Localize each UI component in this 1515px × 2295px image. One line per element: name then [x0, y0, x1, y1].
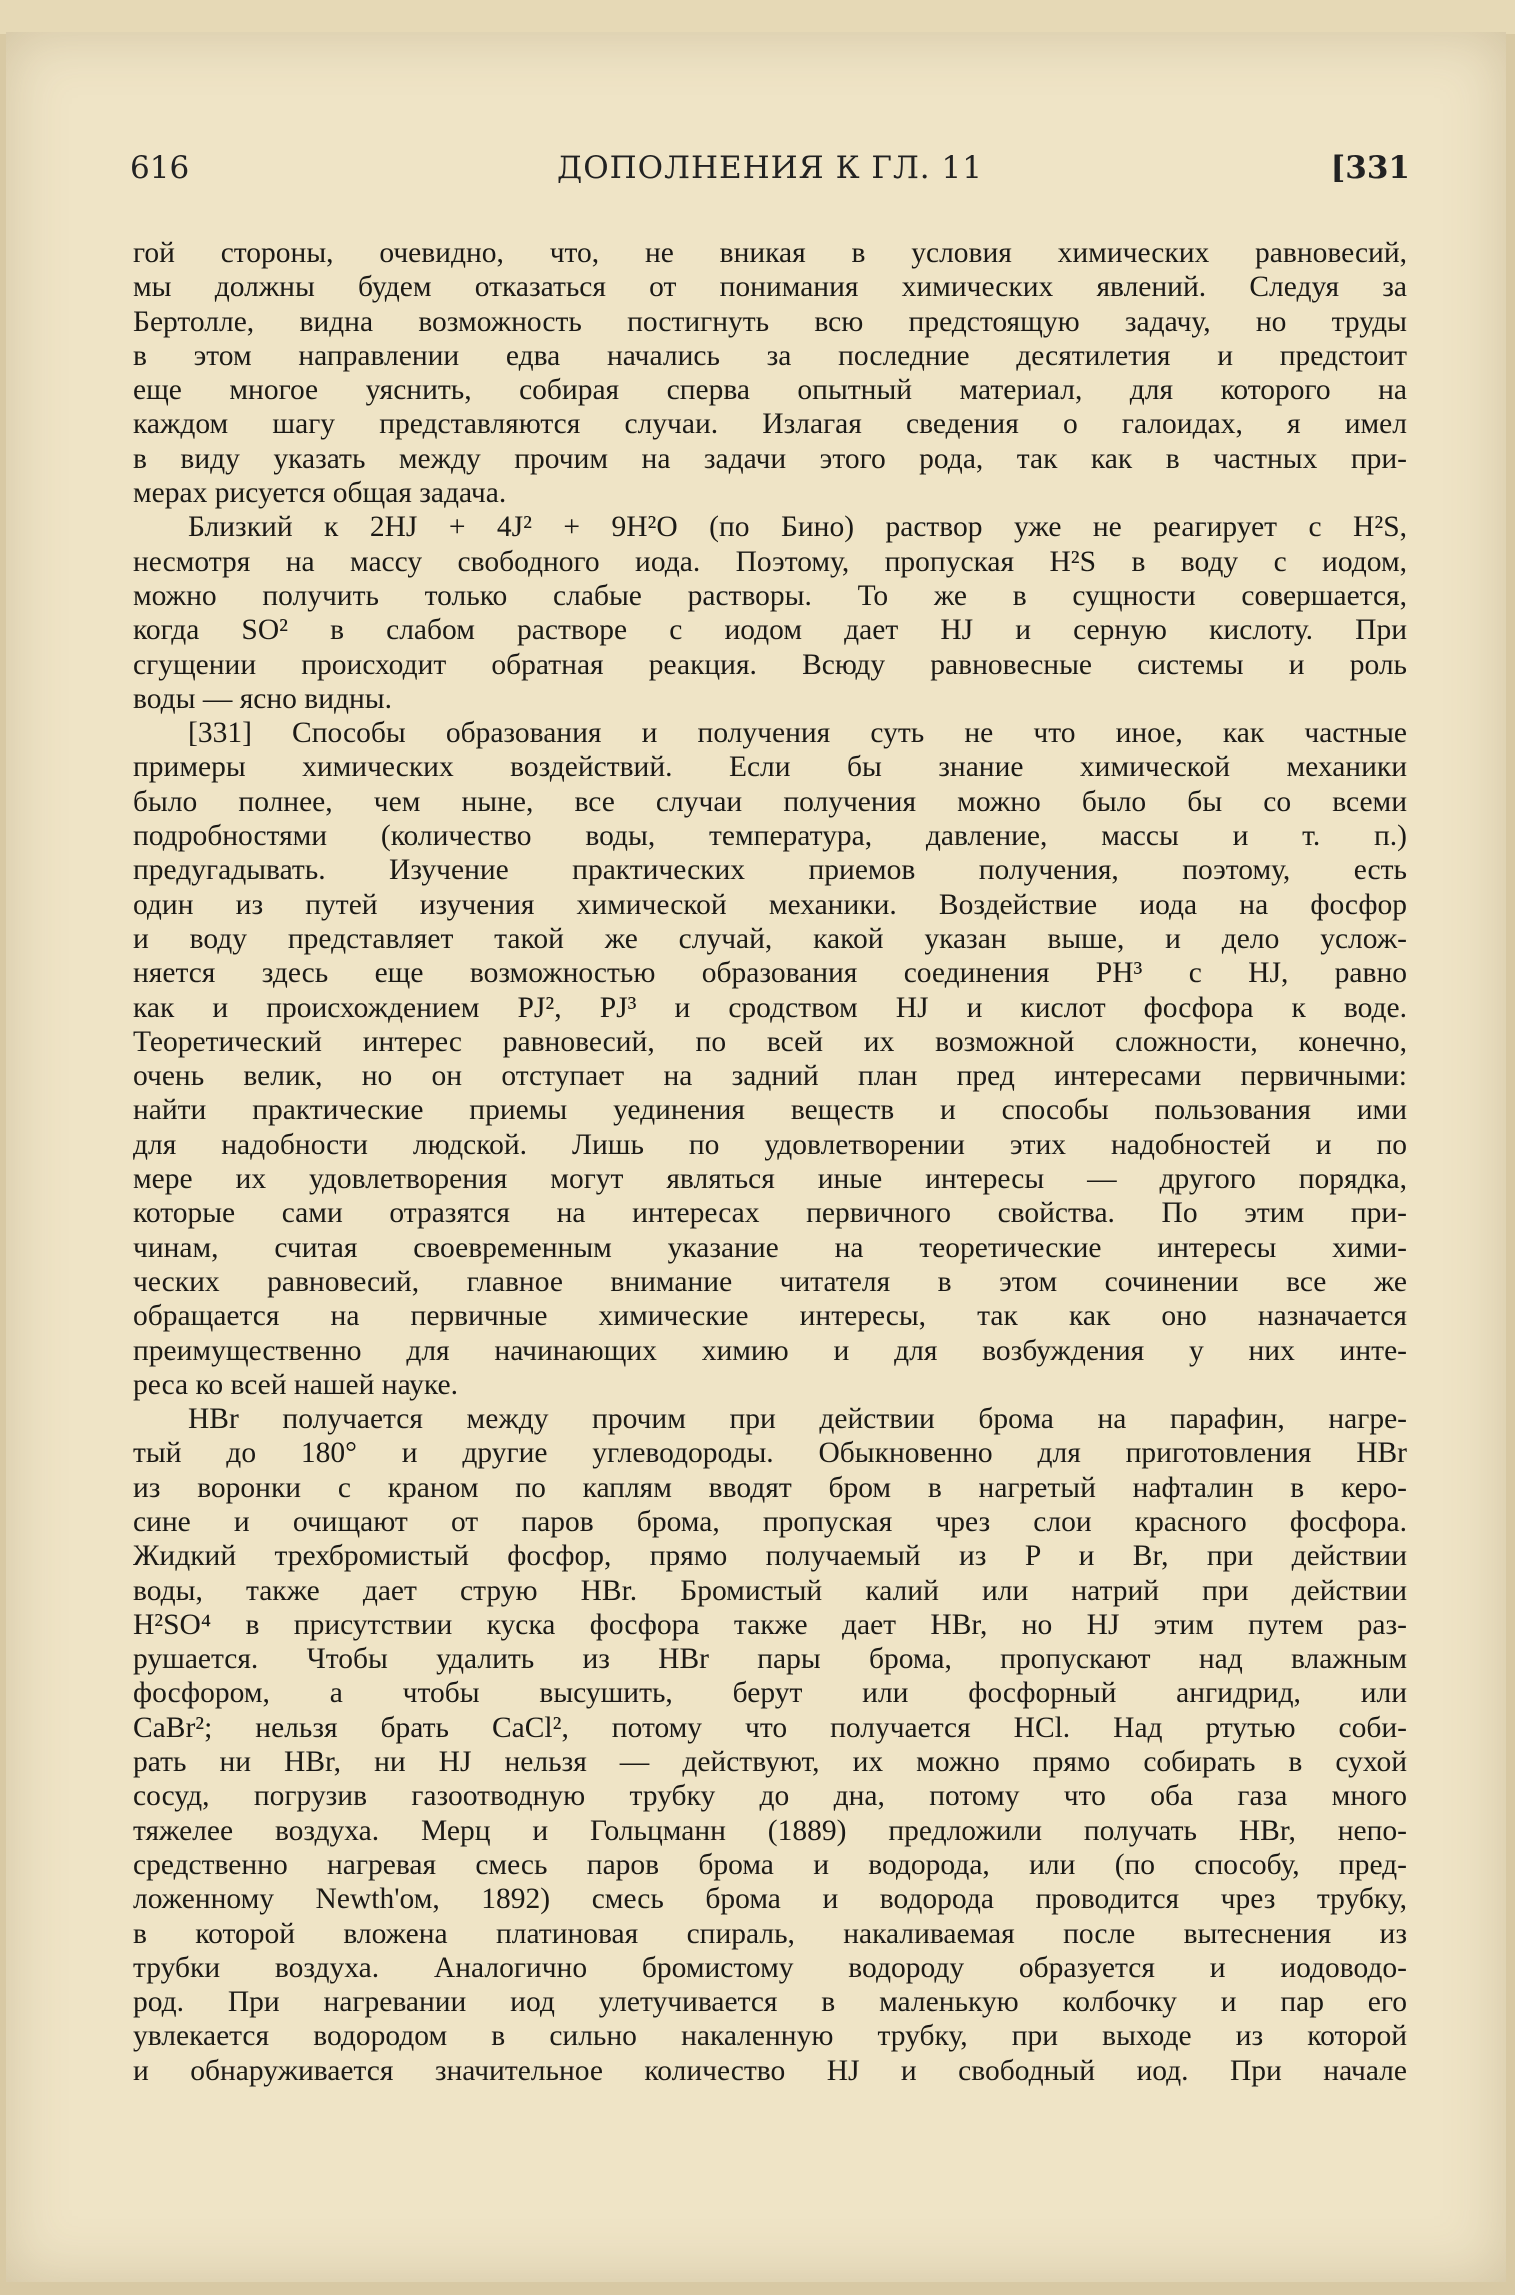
text-line: ческих равновесий, главное внимание читателя в этом сочинении все же: [133, 1265, 1407, 1298]
text-line: мере их удовлетворения могут являться иные интересы — другого порядка,: [133, 1163, 1407, 1196]
text-line: мы должны будем отказаться от понимания химических явлений. Следуя за: [133, 271, 1407, 304]
text-line: сгущении происходит обратная реакция. Всюду равновесные системы и роль: [133, 648, 1407, 681]
text-line: обращается на первичные химические интересы, так как оно назначается: [133, 1300, 1407, 1333]
text-line: рушается. Чтобы удалить из HBr пары брома, пропускают над влажным: [133, 1643, 1407, 1676]
text-line: Бертолле, видна возможность постигнуть всю предстоящую задачу, но труды: [133, 305, 1407, 338]
text-line: которые сами отразятся на интересах первичного свойства. По этим при-: [133, 1197, 1407, 1230]
text-line: тяжелее воздуха. Мерц и Гольцманн (1889) предложили получать HBr, непо-: [133, 1814, 1407, 1847]
text-line: няется здесь еще возможностью образования соединения PH³ с HJ, равно: [133, 957, 1407, 990]
text-line: найти практические приемы уединения веществ и способы пользования ими: [133, 1094, 1407, 1127]
text-line: мерах рисуется общая задача.: [133, 477, 507, 510]
text-line: [331] Способы образования и получения суть не что иное, как частные: [188, 717, 1407, 750]
text-line: Близкий к 2HJ + 4J² + 9H²O (по Бино) раствор уже не реагирует с H²S,: [188, 511, 1407, 544]
text-line: предугадывать. Изучение практических приемов получения, поэтому, есть: [133, 854, 1407, 887]
text-line: каждом шагу представляются случаи. Излагая сведения о галоидах, я имел: [133, 408, 1407, 441]
text-line: Теоретический интерес равновесий, по всей их возможной сложности, конечно,: [133, 1025, 1407, 1058]
text-line: HBr получается между прочим при действии брома на парафин, нагре-: [188, 1403, 1407, 1436]
text-line: фосфором, а чтобы высушить, берут или фосфорный ангидрид, или: [133, 1677, 1407, 1710]
text-line: в которой вложена платиновая спираль, накаливаемая после вытеснения из: [133, 1917, 1407, 1950]
text-line: H²SO⁴ в присутствии куска фосфора также дает HBr, но HJ этим путем раз-: [133, 1608, 1407, 1641]
text-line: из воронки с краном по каплям вводят бром в нагретый нафталин в керо-: [133, 1471, 1407, 1504]
text-line: очень велик, но он отступает на задний план пред интересами первичными:: [133, 1060, 1407, 1093]
section-marker: [331: [1330, 150, 1410, 186]
text-line: средственно нагревая смесь паров брома и водорода, или (по способу, пред-: [133, 1848, 1407, 1881]
text-line: в этом направлении едва начались за последние десятилетия и предстоит: [133, 339, 1407, 372]
text-line: сине и очищают от паров брома, пропуская чрез слои красного фосфора.: [133, 1505, 1407, 1538]
running-title: ДОПОЛНЕНИЯ К ГЛ. 11: [557, 150, 983, 186]
text-line: преимущественно для начинающих химию и для возбуждения у них инте-: [133, 1334, 1407, 1367]
text-line: род. При нагревании иод улетучивается в маленькую колбочку и пар его: [133, 1986, 1407, 2019]
text-line: рать ни HBr, ни HJ нельзя — действуют, их можно прямо собирать в сухой: [133, 1746, 1407, 1779]
text-line: реса ко всей нашей науке.: [133, 1368, 458, 1401]
text-line: когда SO² в слабом растворе с иодом дает HJ и серную кислоту. При: [133, 614, 1407, 647]
text-line: примеры химических воздействий. Если бы знание химической механики: [133, 751, 1407, 784]
page-top-edge: [0, 0, 1515, 34]
running-header: [130, 150, 1410, 200]
text-line: и обнаруживается значительное количество HJ и свободный иод. При начале: [133, 2054, 1407, 2087]
page-number: 616: [130, 150, 190, 186]
text-line: увлекается водородом в сильно накаленную трубку, при выходе из которой: [133, 2020, 1407, 2053]
text-line: несмотря на массу свободного иода. Поэтому, пропуская H²S в воду с иодом,: [133, 545, 1407, 578]
text-line: для надобности людской. Лишь по удовлетворении этих надобностей и по: [133, 1128, 1407, 1161]
text-line: и воду представляет такой же случай, какой указан выше, и дело услож-: [133, 922, 1407, 955]
text-line: CaBr²; нельзя брать CaCl², потому что получается HCl. Над ртутью соби-: [133, 1711, 1407, 1744]
text-line: трубки воздуха. Аналогично бромистому водороду образуется и иодоводо-: [133, 1951, 1407, 1984]
body-text: [133, 236, 1407, 2088]
text-line: ложенному Newth'ом, 1892) смесь брома и водорода проводится чрез трубку,: [133, 1883, 1407, 1916]
text-line: чинам, считая своевременным указание на теоретические интересы хими-: [133, 1231, 1407, 1264]
text-line: подробностями (количество воды, температура, давление, массы и т. п.): [133, 820, 1407, 853]
text-line: как и происхождением PJ², PJ³ и сродством HJ и кислот фосфора к воде.: [133, 991, 1407, 1024]
text-line: было полнее, чем ныне, все случаи получения можно было бы со всеми: [133, 785, 1407, 818]
text-line: один из путей изучения химической механики. Воздействие иода на фосфор: [133, 888, 1407, 921]
text-line: гой стороны, очевидно, что, не вникая в условия химических равновесий,: [133, 237, 1407, 269]
text-line: можно получить только слабые растворы. То же в сущности совершается,: [133, 579, 1407, 612]
text-line: Жидкий трехбромистый фосфор, прямо получаемый из P и Br, при действии: [133, 1540, 1407, 1573]
text-line: сосуд, погрузив газоотводную трубку до дна, потому что оба газа много: [133, 1780, 1407, 1813]
text-line: воды, также дает струю HBr. Бромистый калий или натрий при действии: [133, 1574, 1407, 1607]
text-line: еще многое уяснить, собирая сперва опытный материал, для которого на: [133, 374, 1407, 407]
text-line: тый до 180° и другие углеводороды. Обыкновенно для приготовления HBr: [133, 1437, 1407, 1470]
text-line: в виду указать между прочим на задачи этого рода, так как в частных при-: [133, 442, 1407, 475]
text-line: воды — ясно видны.: [133, 682, 392, 715]
